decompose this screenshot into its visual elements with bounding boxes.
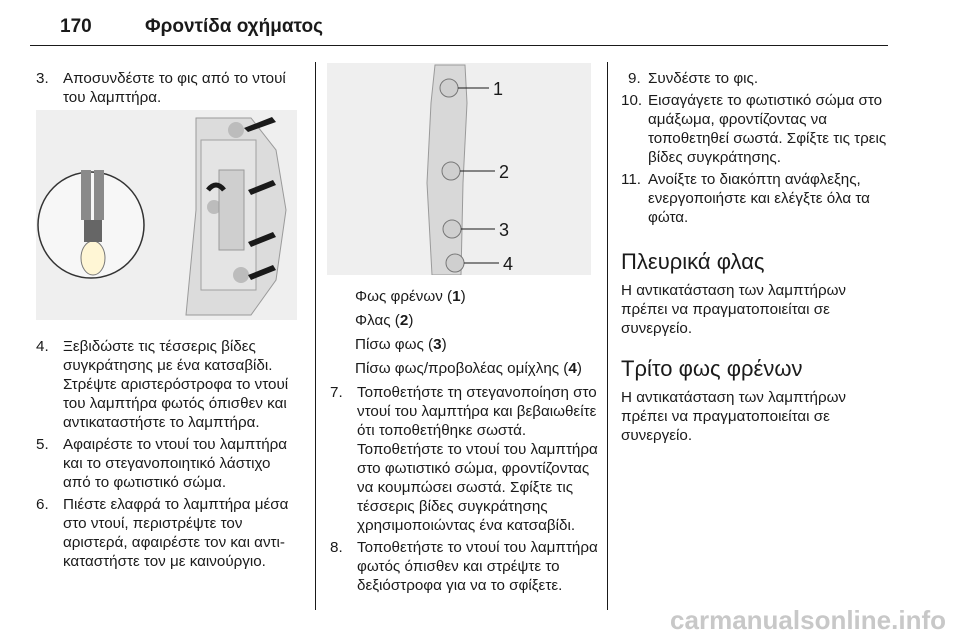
caption-3: Πίσω φως (3) bbox=[355, 336, 447, 353]
step-text: Συνδέστε το φις. bbox=[648, 70, 759, 87]
step-text: Εισαγάγετε το φωτιστικό σώμα στο αμάξωμα, φροντίζοντας να τοποθετηθεί σωστά. Σφίξτε τις τρεις βίδες συγκράτησης. bbox=[648, 92, 887, 166]
column-2 bbox=[330, 287, 598, 598]
figure-lamp-positions bbox=[327, 63, 591, 275]
step-4 bbox=[36, 337, 302, 432]
caption-1: Φως φρένων (1) bbox=[355, 288, 466, 305]
step-11 bbox=[621, 170, 889, 227]
step-number: 7. bbox=[330, 384, 343, 401]
page-number: 170 bbox=[60, 16, 92, 37]
step-text: Πιέστε ελαφρά το λαμπτήρα μέσα στο ντουί, περιστρέψτε τον αριστερά, αφαιρέστε τον και αντι-καταστήστε τον με καινούργιο. bbox=[63, 496, 289, 570]
step-number: 8. bbox=[330, 539, 343, 556]
section-heading-side-indicators: Πλευρικά φλας bbox=[621, 249, 765, 274]
figure-bulb-holder bbox=[36, 110, 297, 320]
step-number: 5. bbox=[36, 436, 49, 453]
callout-label-3: 3 bbox=[499, 220, 510, 240]
step-10 bbox=[621, 91, 889, 167]
caption-2: Φλας (2) bbox=[355, 312, 414, 329]
figure-illustration bbox=[36, 110, 297, 320]
column-divider-left bbox=[315, 62, 316, 610]
step-7 bbox=[330, 383, 598, 535]
callout-label-2: 2 bbox=[499, 162, 510, 182]
step-3 bbox=[36, 69, 302, 107]
step-text: Ανοίξτε το διακόπτη ανάφλεξης, ενεργοποιήστε και ελέγξτε όλα τα φώτα. bbox=[648, 171, 870, 226]
callout-label-4: 4 bbox=[503, 254, 514, 274]
column-3 bbox=[621, 69, 889, 445]
step-8 bbox=[330, 538, 598, 595]
step-number: 9. bbox=[628, 70, 641, 87]
step-text: Αποσυνδέστε το φις από το ντουί του λαμπτήρα. bbox=[63, 70, 286, 106]
column-1-lower bbox=[36, 337, 302, 574]
step-number: 10. bbox=[621, 92, 643, 109]
callout-label-1: 1 bbox=[493, 79, 504, 99]
figure-illustration bbox=[327, 63, 591, 275]
step-number: 4. bbox=[36, 338, 49, 355]
section-heading-third-brake-light: Τρίτο φως φρένων bbox=[621, 356, 803, 381]
caption-list bbox=[330, 287, 598, 378]
step-number: 3. bbox=[36, 70, 49, 87]
column-1 bbox=[36, 69, 302, 110]
step-text: Τοποθετήστε τη στεγανοποίηση στο ντουί του λαμπτήρα και βεβαιωθείτε ότι τοποθετήθηκε σωστά. Τοποθετήστε το ντουί του λαμπτήρα στο φωτιστικό σώμα, φροντίζοντας να κουμπώσει σωστά. Σφίξτε τις τέσσερις βίδες συγκράτησης χρησιμοποιώντας ένα κατσαβίδι. bbox=[357, 384, 598, 534]
section-body-third-brake-light: Η αντικατάσταση των λαμπτήρων πρέπει να πραγματοποιείται σε συνεργείο. bbox=[621, 389, 847, 444]
header-rule bbox=[30, 45, 888, 46]
step-text: Ξεβιδώστε τις τέσσερις βίδες συγκράτησης με ένα κατσαβίδι. Στρέψτε αριστερόστροφα το ντουί του λαμπτήρα φωτός όπισθεν και αντικαταστήστε το λαμπτήρα. bbox=[63, 338, 289, 431]
step-5 bbox=[36, 435, 302, 492]
step-text: Αφαιρέστε το ντουί του λαμπτήρα και το στεγανοποιητικό λάστιχο από το φωτιστικό σώμα. bbox=[63, 436, 288, 491]
step-number: 11. bbox=[621, 171, 641, 188]
step-6 bbox=[36, 495, 302, 571]
caption-4: Πίσω φως/προβολέας ομίχλης (4) bbox=[355, 360, 582, 377]
step-9 bbox=[621, 69, 889, 88]
section-body-side-indicators: Η αντικατάσταση των λαμπτήρων πρέπει να πραγματοποιείται σε συνεργείο. bbox=[621, 282, 847, 337]
column-divider-right bbox=[607, 62, 608, 610]
step-text: Τοποθετήστε το ντουί του λαμπτήρα φωτός όπισθεν και στρέψτε το δεξιόστροφα για να το σφίξετε. bbox=[357, 539, 598, 594]
step-number: 6. bbox=[36, 496, 49, 513]
watermark: carmanualsonline.info bbox=[670, 605, 946, 635]
chapter-title: Φροντίδα οχήματος bbox=[145, 16, 323, 37]
